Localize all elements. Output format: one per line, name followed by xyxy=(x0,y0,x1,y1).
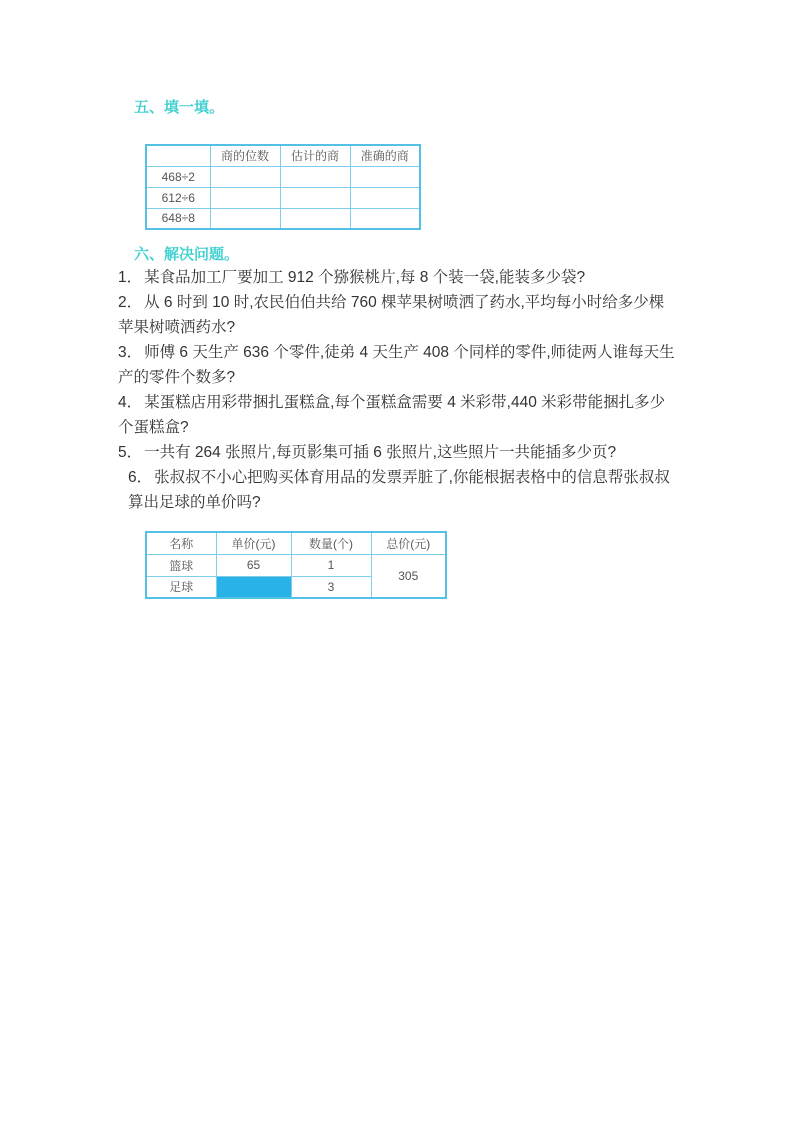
problem-3 xyxy=(118,340,678,390)
quotient-table-header-row xyxy=(146,145,420,166)
column-header: 准确的商 xyxy=(350,145,420,166)
quantity-cell: 3 xyxy=(291,576,371,598)
problem-text: 从 6 时到 10 时,农民伯伯共给 760 棵苹果树喷洒了药水,平均每小时给多少棵苹果树喷洒药水? xyxy=(118,294,665,336)
section5-title: 五、填一填。 xyxy=(134,99,225,116)
column-header: 总价(元) xyxy=(371,532,446,554)
row-label: 468÷2 xyxy=(146,166,210,187)
worksheet-content xyxy=(118,98,678,599)
problem-text: 某食品加工厂要加工 912 个猕猴桃片,每 8 个装一袋,能装多少袋? xyxy=(144,269,586,286)
answer-cell xyxy=(350,166,420,187)
answer-cell xyxy=(350,187,420,208)
problem-number: 4． xyxy=(118,394,143,411)
answer-cell xyxy=(280,208,350,229)
column-header: 单价(元) xyxy=(216,532,291,554)
column-header: 商的位数 xyxy=(210,145,280,166)
answer-cell xyxy=(280,166,350,187)
answer-cell xyxy=(350,208,420,229)
problem-text: 某蛋糕店用彩带捆扎蛋糕盒,每个蛋糕盒需要 4 米彩带,440 米彩带能捆扎多少个蛋糕盒? xyxy=(118,394,666,436)
smudged-unit-price-cell xyxy=(216,576,291,598)
price-table xyxy=(145,531,447,599)
problem-text: 一共有 264 张照片,每页影集可插 6 张照片,这些照片一共能插多少页? xyxy=(144,444,617,461)
problem-number: 3． xyxy=(118,344,143,361)
quotient-table xyxy=(145,144,421,230)
quantity-cell: 1 xyxy=(291,554,371,576)
table-row xyxy=(146,554,446,576)
problem-text: 师傅 6 天生产 636 个零件,徒弟 4 天生产 408 个同样的零件,师徒两人谁每天生产的零件个数多? xyxy=(118,344,675,386)
problem-number: 2． xyxy=(118,294,143,311)
item-name: 篮球 xyxy=(146,554,216,576)
problem-2 xyxy=(118,290,678,340)
corner-header-cell xyxy=(146,145,210,166)
problem-number: 6． xyxy=(128,469,153,486)
answer-cell xyxy=(280,187,350,208)
item-name: 足球 xyxy=(146,576,216,598)
answer-cell xyxy=(210,166,280,187)
column-header: 数量(个) xyxy=(291,532,371,554)
problem-number: 5． xyxy=(118,444,143,461)
problem-text: 张叔叔不小心把购买体育用品的发票弄脏了,你能根据表格中的信息帮张叔叔算出足球的单价吗? xyxy=(128,469,670,511)
column-header: 名称 xyxy=(146,532,216,554)
problem-number: 1． xyxy=(118,269,143,286)
row-label: 612÷6 xyxy=(146,187,210,208)
price-table-header-row xyxy=(146,532,446,554)
answer-cell xyxy=(210,208,280,229)
total-price-cell: 305 xyxy=(371,554,446,598)
problem-6 xyxy=(118,465,678,515)
table-row xyxy=(146,166,420,187)
problem-5 xyxy=(118,440,678,465)
problem-1 xyxy=(118,265,678,290)
row-label: 648÷8 xyxy=(146,208,210,229)
answer-cell xyxy=(210,187,280,208)
table-row xyxy=(146,208,420,229)
section6-title: 六、解决问题。 xyxy=(134,246,240,263)
table-row xyxy=(146,187,420,208)
column-header: 估计的商 xyxy=(280,145,350,166)
unit-price-cell: 65 xyxy=(216,554,291,576)
problem-4 xyxy=(118,390,678,440)
